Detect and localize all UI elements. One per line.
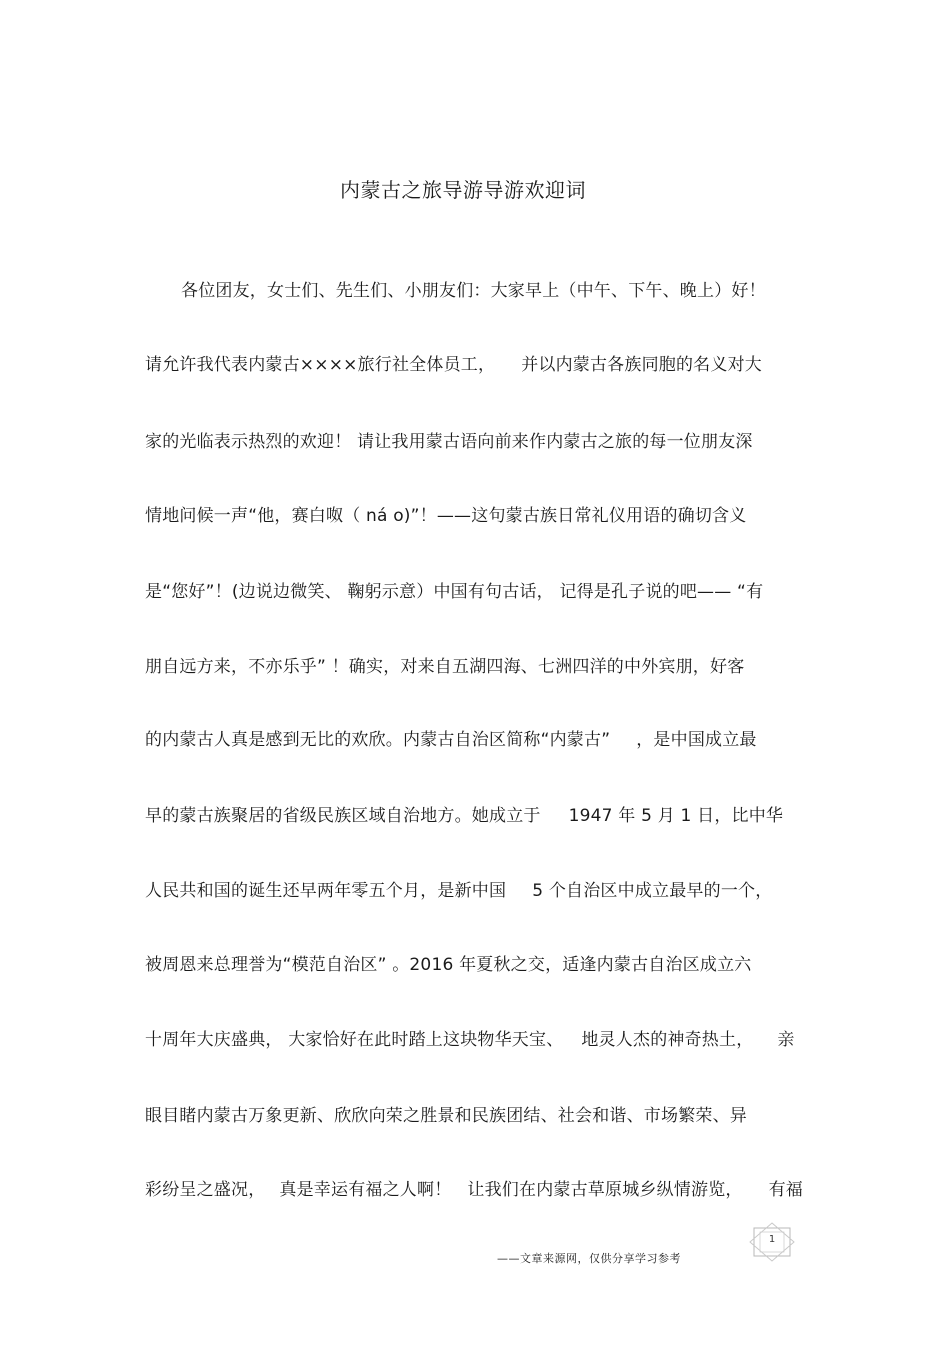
text-line: 是“您好”！(边说边微笑、 鞠躬示意）中国有句古话， 记得是孔子说的吧—— “有 — [145, 582, 764, 602]
text-segment: 真是幸运有福之人啊！ — [279, 1180, 452, 1200]
page-number-badge — [748, 1222, 796, 1262]
text-segment: 人民共和国的诞生还早两年零五个月，是新中国 — [145, 881, 507, 901]
text-segment: 十周年大庆盛典， 大家恰好在此时踏上这块物华天宝、 — [145, 1030, 564, 1050]
text-line: 眼目睹内蒙古万象更新、欣欣向荣之胜景和民族团结、社会和谐、市场繁荣、异 — [145, 1106, 747, 1126]
text-line: 情地问候一声“他，赛白呶（ ná o)”！——这句蒙古族日常礼仪用语的确切含义 — [145, 506, 747, 526]
text-line: 家的光临表示热烈的欢迎！ 请让我用蒙古语向前来作内蒙古之旅的每一位朋友深 — [145, 432, 753, 452]
text-segment: 请允许我代表内蒙古××××旅行社全体员工， — [145, 355, 496, 375]
text-line: 各位团友，女士们、先生们、小朋友们：大家早上（中午、下午、晚上）好！ — [181, 281, 766, 301]
text-segment: ，是中国成立最 — [636, 730, 757, 750]
text-segment: 早的蒙古族聚居的省级民族区域自治地方。她成立于 — [145, 806, 541, 826]
text-line — [145, 1025, 810, 1050]
text-line: 朋自远方来，不亦乐乎” ！确实，对来自五湖四海、七洲四洋的中外宾朋，好客 — [145, 657, 745, 677]
text-line — [145, 801, 810, 826]
text-line — [145, 876, 810, 901]
text-segment: 的内蒙古人真是感到无比的欢欣。内蒙古自治区简称“内蒙古” — [145, 730, 611, 750]
footer-note: ——文章来源网，仅供分享学习参考 — [497, 1252, 681, 1265]
text-segment: 亲 — [777, 1030, 795, 1050]
page-number: 1 — [768, 1234, 776, 1245]
text-line: 被周恩来总理誉为“模范自治区” 。2016 年夏秋之交，适逢内蒙古自治区成立六 — [145, 955, 752, 975]
text-segment: 1947 年 5 月 1 日，比中华 — [568, 806, 784, 826]
text-segment: 5 个自治区中成立最早的一个， — [532, 881, 773, 901]
text-segment: 彩纷呈之盛况， — [145, 1180, 266, 1200]
text-segment: 地灵人杰的神奇热土， — [581, 1030, 754, 1050]
text-segment: 让我们在内蒙古草原城乡纵情游览， — [467, 1180, 743, 1200]
text-segment: 并以内蒙古各族同胞的名义对大 — [521, 355, 762, 375]
document-title: 内蒙古之旅导游导游欢迎词 — [340, 178, 586, 202]
text-segment: 有福 — [768, 1180, 804, 1200]
text-line — [145, 1175, 810, 1200]
text-line — [145, 350, 810, 375]
text-line — [145, 725, 810, 750]
